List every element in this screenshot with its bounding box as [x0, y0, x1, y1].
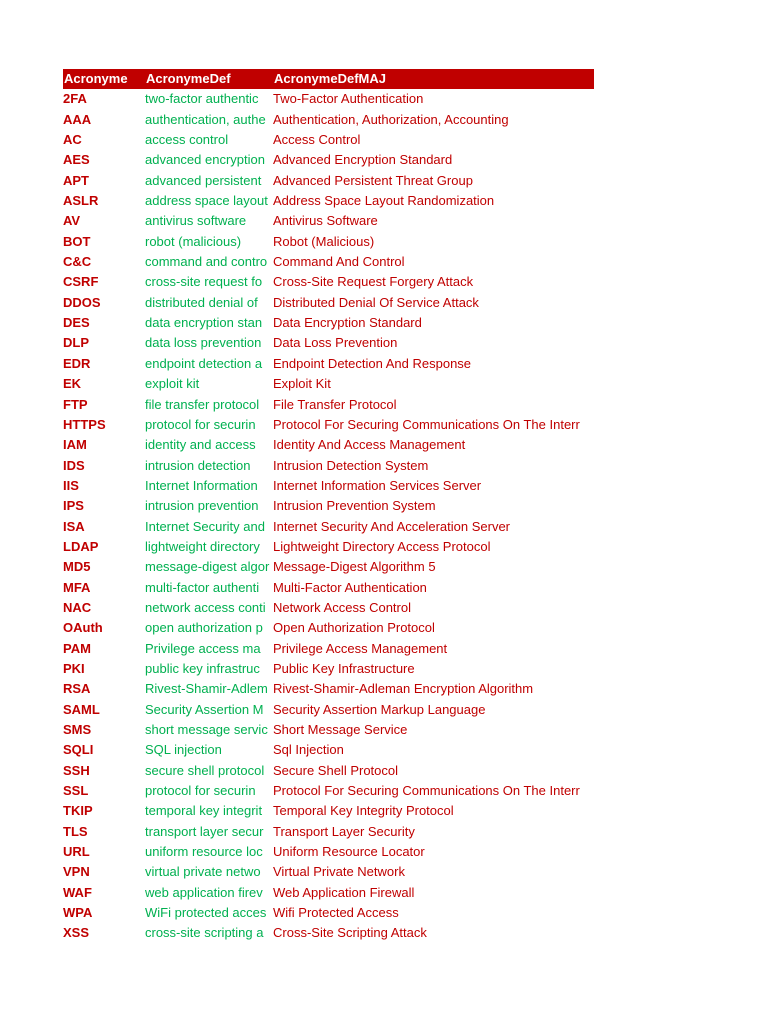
header-acronymedef[interactable]: AcronymeDef — [146, 71, 231, 86]
acronym-cell[interactable]: WAF — [63, 884, 92, 900]
definition-cell[interactable]: intrusion prevention — [145, 498, 259, 514]
definition-maj-cell[interactable]: Cross-Site Scripting Attack — [273, 925, 427, 941]
definition-cell[interactable]: file transfer protocol — [145, 396, 260, 412]
definition-cell[interactable]: temporal key integrit — [145, 803, 263, 819]
definition-maj-cell[interactable]: Transport Layer Security — [273, 823, 415, 839]
table-row — [63, 293, 594, 313]
table-row — [63, 435, 594, 455]
table-row — [63, 395, 594, 415]
table-row — [63, 476, 594, 496]
definition-maj-cell[interactable]: Authentication, Authorization, Accounting — [273, 111, 509, 127]
definition-cell[interactable]: Security Assertion M — [145, 701, 264, 717]
definition-maj-cell[interactable]: Address Space Layout Randomization — [273, 193, 495, 209]
definition-cell[interactable]: exploit kit — [145, 376, 200, 392]
definition-maj-cell[interactable]: Sql Injection — [273, 742, 344, 758]
definition-maj-cell[interactable]: Two-Factor Authentication — [273, 91, 424, 107]
definition-cell[interactable]: short message servic — [145, 722, 268, 737]
definition-maj-cell[interactable]: Multi-Factor Authentication — [273, 579, 427, 595]
definition-maj-cell[interactable]: Secure Shell Protocol — [273, 762, 399, 778]
definition-cell[interactable]: Internet Information — [145, 477, 258, 493]
definition-maj-cell[interactable]: Short Message Service — [273, 722, 408, 737]
definition-maj-cell[interactable]: Web Application Firewall — [273, 884, 415, 900]
definition-maj-cell[interactable]: Exploit Kit — [273, 376, 331, 392]
definition-maj-cell[interactable]: Cross-Site Request Forgery Attack — [273, 274, 474, 290]
acronym-cell[interactable]: RSA — [63, 681, 91, 697]
definition-cell[interactable]: lightweight directory — [145, 538, 260, 554]
acronym-cell[interactable]: APT — [63, 172, 89, 188]
definition-cell[interactable]: advanced encryption — [145, 152, 265, 168]
acronym-cell[interactable]: SAML — [63, 701, 100, 717]
acronym-table — [63, 69, 594, 944]
definition-maj-cell[interactable]: Antivirus Software — [273, 213, 378, 229]
acronym-cell[interactable]: 2FA — [63, 91, 87, 107]
table-body — [63, 89, 594, 943]
definition-maj-cell[interactable]: Advanced Persistent Threat Group — [273, 172, 473, 188]
acronym-cell[interactable]: OAuth — [63, 620, 103, 636]
definition-maj-cell[interactable]: Lightweight Directory Access Protocol — [273, 538, 491, 554]
definition-maj-cell[interactable]: Internet Information Services Server — [273, 477, 482, 493]
acronym-cell[interactable]: EDR — [63, 355, 91, 371]
definition-maj-cell[interactable]: Virtual Private Network — [273, 864, 405, 880]
acronym-cell[interactable]: EK — [63, 376, 82, 392]
definition-maj-cell[interactable]: Message-Digest Algorithm 5 — [273, 559, 436, 575]
acronym-cell[interactable]: HTTPS — [63, 416, 106, 432]
table-row — [63, 537, 594, 557]
table-row — [63, 598, 594, 618]
definition-cell[interactable]: Internet Security and — [145, 518, 265, 534]
acronym-cell[interactable]: VPN — [63, 864, 90, 880]
table-row — [63, 639, 594, 659]
table-header-row — [63, 69, 594, 89]
definition-maj-cell[interactable]: Intrusion Detection System — [273, 457, 429, 473]
definition-cell[interactable]: command and contro — [145, 254, 268, 270]
acronym-cell[interactable]: PKI — [63, 660, 85, 676]
acronym-cell[interactable]: IDS — [63, 457, 85, 473]
definition-maj-cell[interactable]: Protocol For Securing Communications On The Interr — [273, 783, 580, 799]
acronym-cell[interactable]: DDOS — [63, 294, 101, 310]
table-row — [63, 252, 594, 272]
acronym-cell[interactable]: NAC — [63, 599, 92, 615]
table-row — [63, 679, 594, 699]
acronym-cell[interactable]: SSH — [63, 762, 90, 778]
definition-maj-cell[interactable]: Wifi Protected Access — [273, 905, 399, 921]
table-row — [63, 578, 594, 598]
acronym-cell[interactable]: ISA — [63, 518, 85, 534]
table-row — [63, 618, 594, 638]
table-row — [63, 496, 594, 516]
table-row — [63, 557, 594, 577]
acronym-cell[interactable]: C&C — [63, 254, 92, 270]
table-row — [63, 313, 594, 333]
table-row — [63, 232, 594, 252]
header-acronymedefmaj[interactable]: AcronymeDefMAJ — [274, 71, 386, 86]
definition-cell[interactable]: WiFi protected acces — [145, 905, 267, 921]
definition-cell[interactable]: secure shell protocol — [145, 762, 265, 778]
definition-maj-cell[interactable]: Endpoint Detection And Response — [273, 355, 472, 371]
definition-maj-cell[interactable]: Security Assertion Markup Language — [273, 701, 486, 717]
definition-maj-cell[interactable]: Access Control — [273, 132, 361, 148]
definition-cell[interactable]: SQL injection — [145, 742, 222, 758]
definition-maj-cell[interactable]: Public Key Infrastructure — [273, 660, 415, 676]
acronym-cell[interactable]: AV — [63, 213, 81, 229]
acronym-cell[interactable]: DLP — [63, 335, 89, 351]
definition-maj-cell[interactable]: Open Authorization Protocol — [273, 620, 435, 636]
definition-cell[interactable]: advanced persistent — [145, 172, 262, 188]
table-row — [63, 781, 594, 801]
acronym-cell[interactable]: CSRF — [63, 274, 99, 290]
acronym-cell[interactable]: AES — [63, 152, 90, 168]
definition-cell[interactable]: network access conti — [145, 599, 266, 615]
definition-cell[interactable]: Privilege access ma — [145, 640, 261, 656]
definition-maj-cell[interactable]: Distributed Denial Of Service Attack — [273, 294, 479, 310]
table-row — [63, 374, 594, 394]
table-row — [63, 761, 594, 781]
acronym-cell[interactable]: SSL — [63, 783, 89, 799]
definition-maj-cell[interactable]: Data Encryption Standard — [273, 315, 422, 331]
definition-maj-cell[interactable]: Rivest-Shamir-Adleman Encryption Algorithm — [273, 681, 534, 697]
table-row — [63, 150, 594, 170]
header-acronyme[interactable]: Acronyme — [64, 71, 128, 86]
definition-cell[interactable]: intrusion detection — [145, 457, 251, 473]
definition-cell[interactable]: web application firev — [145, 884, 263, 900]
definition-cell[interactable]: multi-factor authenti — [145, 579, 260, 595]
table-row — [63, 130, 594, 150]
table-row — [63, 923, 594, 943]
acronym-cell[interactable]: AC — [63, 132, 82, 148]
table-row — [63, 720, 594, 740]
acronym-cell[interactable]: DES — [63, 315, 90, 331]
acronym-cell[interactable]: MFA — [63, 579, 91, 595]
definition-maj-cell[interactable]: Uniform Resource Locator — [273, 844, 425, 860]
table-row — [63, 211, 594, 231]
definition-cell[interactable]: cross-site scripting a — [145, 925, 264, 941]
definition-maj-cell[interactable]: File Transfer Protocol — [273, 396, 397, 412]
table-row — [63, 903, 594, 923]
definition-cell[interactable]: address space layout — [145, 193, 268, 209]
definition-cell[interactable]: open authorization p — [145, 620, 263, 636]
definition-cell[interactable]: data encryption stan — [145, 315, 263, 331]
definition-cell[interactable]: Rivest-Shamir-Adlem — [145, 681, 268, 697]
table-row — [63, 354, 594, 374]
acronym-cell[interactable]: SQLI — [63, 742, 94, 758]
definition-cell[interactable]: endpoint detection a — [145, 355, 263, 371]
table-row — [63, 801, 594, 821]
acronym-cell[interactable]: LDAP — [63, 538, 99, 554]
definition-maj-cell[interactable]: Temporal Key Integrity Protocol — [273, 803, 454, 819]
acronym-cell[interactable]: SMS — [63, 722, 92, 737]
acronym-cell[interactable]: PAM — [63, 640, 91, 656]
definition-maj-cell[interactable]: Intrusion Prevention System — [273, 498, 436, 514]
definition-maj-cell[interactable]: Privilege Access Management — [273, 640, 448, 656]
table-row — [63, 883, 594, 903]
definition-cell[interactable]: transport layer secur — [145, 823, 264, 839]
definition-cell[interactable]: cross-site request fo — [145, 274, 263, 290]
acronym-cell[interactable]: TLS — [63, 823, 88, 839]
table-row — [63, 740, 594, 760]
table-row — [63, 700, 594, 720]
definition-cell[interactable]: uniform resource loc — [145, 844, 263, 860]
table-row — [63, 89, 594, 109]
definition-maj-cell[interactable]: Data Loss Prevention — [273, 335, 398, 351]
definition-maj-cell[interactable]: Identity And Access Management — [273, 437, 466, 453]
table-row — [63, 415, 594, 435]
table-row — [63, 171, 594, 191]
definition-cell[interactable]: message-digest algor — [145, 559, 270, 575]
table-row — [63, 862, 594, 882]
acronym-cell[interactable]: ASLR — [63, 193, 99, 209]
table-row — [63, 191, 594, 211]
definition-cell[interactable]: protocol for securin — [145, 416, 256, 432]
definition-cell[interactable]: identity and access — [145, 437, 256, 453]
definition-maj-cell[interactable]: Network Access Control — [273, 599, 411, 615]
acronym-cell[interactable]: IIS — [63, 477, 79, 493]
table-row — [63, 110, 594, 130]
definition-cell[interactable]: distributed denial of — [145, 294, 258, 310]
acronym-cell[interactable]: XSS — [63, 925, 90, 941]
acronym-cell[interactable]: AAA — [63, 111, 92, 127]
definition-cell[interactable]: public key infrastruc — [145, 660, 260, 676]
table-row — [63, 333, 594, 353]
definition-cell[interactable]: access control — [145, 132, 229, 148]
table-row — [63, 517, 594, 537]
acronym-cell[interactable]: WPA — [63, 905, 93, 921]
table-row — [63, 456, 594, 476]
definition-cell[interactable]: data loss prevention — [145, 335, 262, 351]
definition-cell[interactable]: antivirus software — [145, 213, 247, 229]
definition-cell[interactable]: virtual private netwo — [145, 864, 261, 880]
acronym-cell[interactable]: BOT — [63, 233, 91, 249]
definition-maj-cell[interactable]: Robot (Malicious) — [273, 233, 375, 249]
definition-cell[interactable]: authentication, authe — [145, 111, 266, 127]
acronym-cell[interactable]: URL — [63, 844, 90, 860]
table-row — [63, 659, 594, 679]
table-row — [63, 842, 594, 862]
acronym-cell[interactable]: IPS — [63, 498, 84, 514]
acronym-cell[interactable]: MD5 — [63, 559, 91, 575]
table-row — [63, 822, 594, 842]
definition-cell[interactable]: protocol for securin — [145, 783, 256, 799]
definition-maj-cell[interactable]: Command And Control — [273, 254, 405, 270]
definition-maj-cell[interactable]: Protocol For Securing Communications On The Interr — [273, 416, 580, 432]
definition-maj-cell[interactable]: Internet Security And Acceleration Server — [273, 518, 511, 534]
acronym-cell[interactable]: FTP — [63, 396, 88, 412]
acronym-cell[interactable]: IAM — [63, 437, 87, 453]
definition-cell[interactable]: robot (malicious) — [145, 233, 242, 249]
table-row — [63, 272, 594, 292]
definition-maj-cell[interactable]: Advanced Encryption Standard — [273, 152, 453, 168]
acronym-cell[interactable]: TKIP — [63, 803, 93, 819]
definition-cell[interactable]: two-factor authentic — [145, 91, 259, 107]
